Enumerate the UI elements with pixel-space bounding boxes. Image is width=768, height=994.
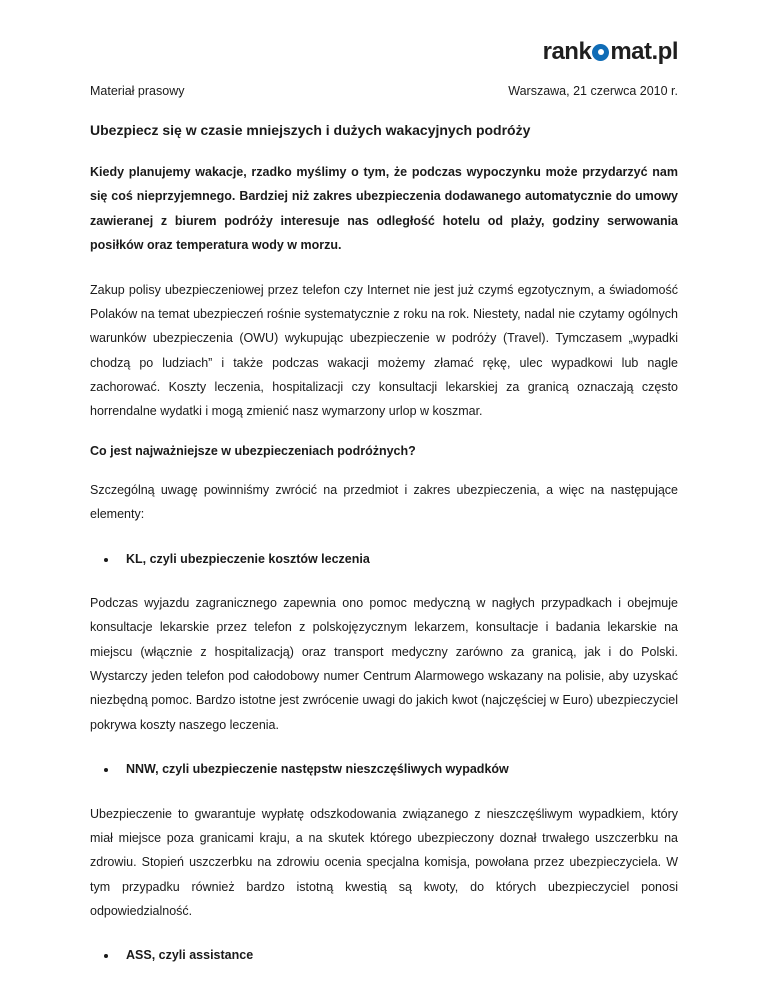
bullet-list-nnw — [90, 757, 678, 781]
meta-row — [90, 84, 678, 98]
logo-circle-icon — [592, 44, 609, 61]
bullet-list-kl — [90, 547, 678, 571]
lead-paragraph: Kiedy planujemy wakacje, rzadko myślimy o tym, że podczas wypoczynku może przydarzyć nam się coś nieprzyjemnego. Bardziej niż zakres ubezpieczenia dodawanego automatycznie do umowy zawieranej z biurem podróży interesuje nas odległość hotelu od plaży, godziny serwowania posiłków oraz temperatura wody w morzu. — [90, 165, 678, 253]
intro2-paragraph: Szczególną uwagę powinniśmy zwrócić na przedmiot i zakres ubezpieczenia, a więc na następujące elementy: — [90, 482, 678, 522]
header — [90, 38, 678, 66]
bullet-item-kl: • KL, czyli ubezpieczenie kosztów leczenia — [118, 547, 678, 571]
document-type-label: Materiał prasowy — [90, 84, 185, 98]
dateline: Warszawa, 21 czerwca 2010 r. — [508, 84, 678, 98]
logo-circle-inner-dot — [598, 49, 604, 55]
logo-text-rank: rank — [542, 38, 592, 65]
kl-paragraph: Podczas wyjazdu zagranicznego zapewnia ono pomoc medyczną w nagłych przypadkach i obejmuje konsultacje lekarskie przez telefon z polskojęzycznym lekarzem, konsultacje i badania lekarskie na miejscu (włącznie z hospitalizacją) oraz transport medyczny zarówno za granicą, jak i do Polski. Wystarczy jeden telefon pod całodobowy numer Centrum Alarmowego wskazany na polisie, aby uzyskać niezbędną pomoc. Bardzo istotne jest zwrócenie uwagi do jakich kwot (najczęściej w Euro) ubezpieczyciel pokrywa koszty naszego leczenia. — [90, 595, 678, 732]
bullet-item-ass: • ASS, czyli assistance — [118, 943, 678, 967]
intro-paragraph: Zakup polisy ubezpieczeniowej przez telefon czy Internet nie jest już czymś egzotycznym, a świadomość Polaków na temat ubezpieczeń rośnie systematycznie z roku na rok. Niestety, nadal nie czytamy ogólnych warunków ubezpieczenia (OWU) wykupując ubezpieczenie w podróży (Travel). Tymczasem „wypadki chodzą po ludziach” i także podczas wakacji możemy złamać rękę, ulec wypadkowi lub nagle zachorować. Koszty leczenia, hospitalizacji czy konsultacji lekarskiej za granicą oznaczają często horrendalne wydatki i mogą zmienić nasz wymarzony urlop w koszmar. — [90, 282, 678, 419]
logo-text-matpl: mat.pl — [610, 38, 678, 65]
document-title: Ubezpiecz się w czasie mniejszych i dużych wakacyjnych podróży — [90, 122, 531, 138]
bullet-list-ass — [90, 943, 678, 967]
rankomat-logo — [543, 38, 678, 66]
nnw-paragraph: Ubezpieczenie to gwarantuje wypłatę odszkodowania związanego z nieszczęśliwym wypadkiem, który miał miejsce poza granicami kraju, a na skutek którego ubezpieczony doznał trwałego uszczerbku na zdrowiu. Stopień uszczerbku na zdrowiu ocenia specjalna komisja, powołana przez ubezpieczyciela. W tym przypadku również bardzo istotną kwestią są kwoty, do których ubezpieczyciel ponosi odpowiedzialność. — [90, 806, 678, 918]
section-subheading: Co jest najważniejsze w ubezpieczeniach podróżnych? — [90, 443, 416, 458]
bullet-item-nnw: • NNW, czyli ubezpieczenie następstw nieszczęśliwych wypadków — [118, 757, 678, 781]
